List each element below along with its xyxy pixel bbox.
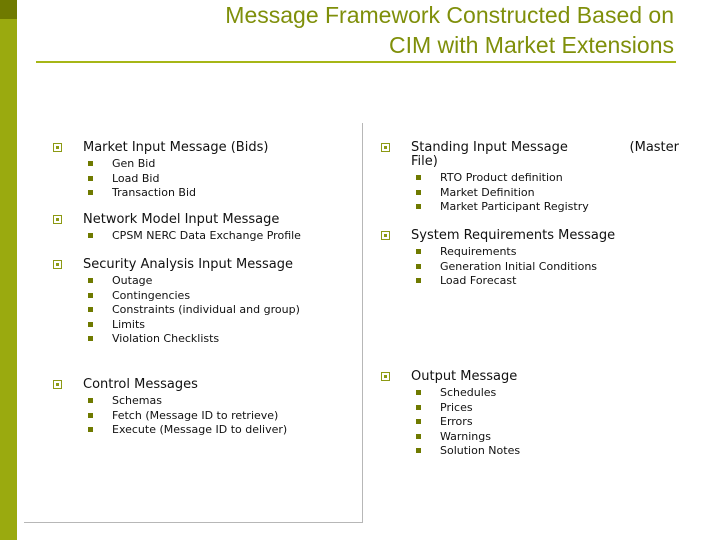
item-text: Contingencies [112,288,191,302]
square-bullet-icon [416,264,421,269]
bottom-divider [24,522,362,523]
list-item [416,386,691,401]
square-bullet-icon [88,190,93,195]
square-bullet-icon [88,336,93,341]
item-text: Load Bid [112,171,160,185]
square-bullet-icon [88,307,93,312]
item-text: Load Forecast [440,274,517,287]
item-text: Constraints (individual and group) [112,303,300,316]
list-item [416,444,691,459]
item-text: Fetch (Message ID to retrieve) [112,408,279,422]
square-bullet-icon [416,204,421,209]
square-bullet-icon [416,390,421,395]
square-bullet-icon [88,413,93,418]
list-item [88,186,268,201]
list-item [88,318,300,333]
item-list [381,245,691,289]
item-text: Limits [112,317,145,331]
section-heading [381,229,691,243]
item-text: Errors [440,415,473,428]
item-text: Transaction Bid [112,186,197,199]
square-bullet-icon [416,175,421,180]
list-item [88,332,300,347]
item-text: Execute (Message ID to deliver) [112,423,288,436]
square-bullet-icon [416,190,421,195]
item-list [381,386,691,459]
item-list [53,229,301,244]
square-bullet-icon [88,176,93,181]
heading-text: Control Messages [83,377,198,392]
list-item [416,415,691,430]
item-text: Warnings [440,429,491,443]
square-bullet-icon [416,448,421,453]
title-underline [36,61,676,63]
list-item [88,172,268,187]
hollow-square-bullet-icon [381,372,390,381]
hollow-square-bullet-icon [53,143,62,152]
list-item [416,430,691,445]
section-heading [53,258,300,272]
list-item [88,289,300,304]
section-security-analysis-input [53,258,300,347]
item-text: Schedules [440,386,497,399]
list-item [88,229,301,244]
heading-text: Output Message [411,369,518,384]
item-text: Gen Bid [112,157,156,170]
section-output-message [381,370,691,459]
list-item [416,245,691,260]
item-text: Market Definition [440,185,535,199]
section-heading [381,141,691,169]
list-item [88,157,268,172]
list-item [88,274,300,289]
square-bullet-icon [416,249,421,254]
section-standing-input [381,141,691,215]
square-bullet-icon [88,278,93,283]
title-line-1: Message Framework Constructed Based on [225,2,674,28]
square-bullet-icon [88,293,93,298]
list-item [416,171,691,186]
item-text: Market Participant Registry [440,200,589,213]
item-text: Generation Initial Conditions [440,259,598,273]
hollow-square-bullet-icon [381,231,390,240]
heading-text: Market Input Message (Bids) [83,140,269,155]
square-bullet-icon [416,278,421,283]
hollow-square-bullet-icon [53,215,62,224]
list-item [416,274,691,289]
item-text: Requirements [440,245,517,258]
left-accent-bar [0,0,17,540]
title-line-2: CIM with Market Extensions [388,32,674,58]
heading-tail-text: (Master [629,140,679,155]
section-heading [53,213,301,227]
square-bullet-icon [88,398,93,403]
item-list [53,274,300,347]
section-network-model-input [53,213,301,244]
column-divider [362,123,363,523]
section-system-requirements [381,229,691,289]
list-item [88,423,287,438]
hollow-square-bullet-icon [53,260,62,269]
item-text: Violation Checklists [112,332,220,345]
item-list [53,394,287,438]
square-bullet-icon [416,434,421,439]
item-text: Outage [112,274,153,287]
square-bullet-icon [88,427,93,432]
item-text: RTO Product definition [440,171,563,184]
item-text: Prices [440,400,473,414]
slide-title [114,0,674,60]
square-bullet-icon [416,419,421,424]
square-bullet-icon [88,161,93,166]
section-heading [53,141,268,155]
item-list [53,157,268,201]
square-bullet-icon [88,322,93,327]
list-item [88,409,287,424]
heading-text: Security Analysis Input Message [83,257,293,272]
item-text: Schemas [112,394,162,407]
list-item [88,394,287,409]
heading-text: Standing Input Message [411,140,568,155]
section-heading [53,378,287,392]
section-market-input [53,141,268,201]
square-bullet-icon [416,405,421,410]
section-control-messages [53,378,287,438]
heading-text: Network Model Input Message [83,212,280,227]
list-item [416,186,691,201]
hollow-square-bullet-icon [53,380,62,389]
item-list [381,171,691,215]
list-item [88,303,300,318]
heading-text: System Requirements Message [411,228,616,243]
section-heading [381,370,691,384]
item-text: CPSM NERC Data Exchange Profile [112,229,301,242]
heading-continuation-text: File) [411,154,438,169]
hollow-square-bullet-icon [381,143,390,152]
corner-accent-block [0,0,17,19]
list-item [416,260,691,275]
item-text: Solution Notes [440,444,521,457]
list-item [416,401,691,416]
square-bullet-icon [88,233,93,238]
list-item [416,200,691,215]
